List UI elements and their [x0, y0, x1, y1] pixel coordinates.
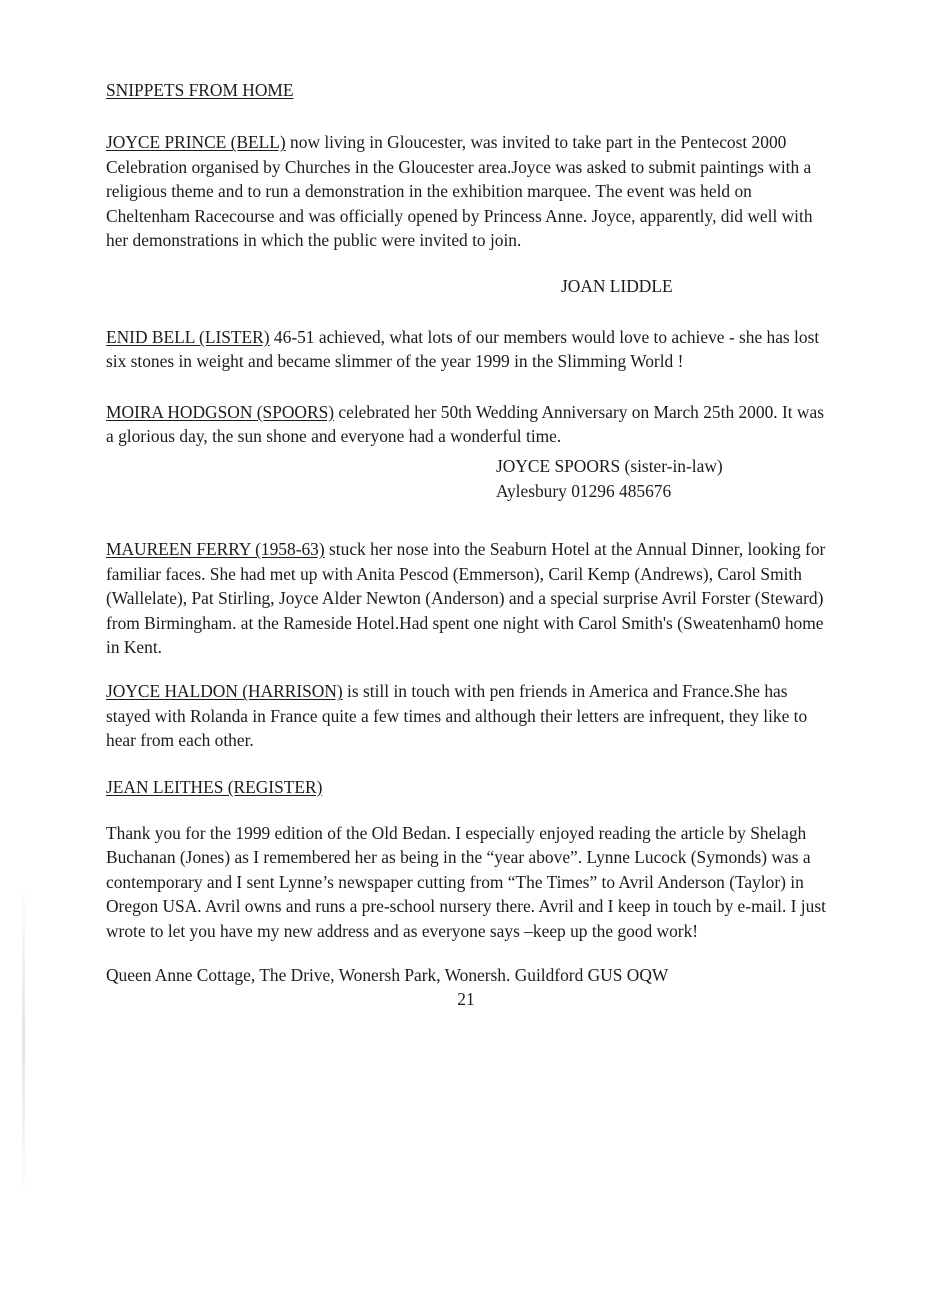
item-moira-hodgson: [106, 400, 826, 449]
signature-joyce-spoors: [106, 454, 826, 503]
section-heading: SNIPPETS FROM HOME: [106, 80, 294, 100]
page-number: 21: [457, 989, 475, 1010]
item-enid-bell: [106, 325, 826, 374]
signature-name: JOYCE SPOORS (sister-in-law): [496, 456, 723, 477]
item-jean-leithes-letter: Thank you for the 1999 edition of the Old Bedan. I especially enjoyed reading the article by Shelagh Buchanan (Jones) as I remembered her as being in the “year above”. Lynne Lucock (Symonds) was a contemporary and I sent Lynne’s newspaper cutting from “The Times” to Avril Anderson (Taylor) in Oregon USA. Avril owns and runs a pre-school nursery there. Avril and I keep in touch by e-mail. I just wrote to let you have my new address and as everyone says –keep up the good work!: [106, 822, 826, 941]
item-name: ENID BELL (LISTER): [106, 326, 270, 347]
item-name: JOYCE PRINCE (BELL): [106, 132, 286, 153]
item-text: celebrated her 50th Wedding Anniversary on March 25th 2000. It was a glorious day, the sun shone and everyone had a wonderful time.: [106, 401, 824, 447]
page-content: [106, 78, 826, 1012]
item-joyce-prince: [106, 130, 826, 252]
scan-shadow: [22, 880, 25, 1200]
item-text: 46-51 achieved, what lots of our members would love to achieve - she has lost six stones in weight and became slimmer of the year 1999 in the Slimming World !: [106, 326, 820, 372]
signature-joan-liddle: JOAN LIDDLE: [561, 276, 673, 297]
item-text: stuck her nose into the Seaburn Hotel at the Annual Dinner, looking for familiar faces. She had met up with Anita Pescod (Emmerson), Caril Kemp (Andrews), Carol Smith (Wallelate), Pat Stirling, Joyce Alder Newton (Anderson) and a special surprise Avril Forster (Steward) from Birmingham. at the Rameside Hotel.Had spent one night with Carol Smith's (Sweatenham0 home in Kent.: [106, 539, 826, 657]
item-text: is still in touch with pen friends in America and France.She has stayed with Rolanda in France quite a few times and although their letters are infrequent, they like to hear from each other.: [106, 681, 808, 751]
item-jean-leithes-heading: JEAN LEITHES (REGISTER): [106, 776, 323, 797]
signature-contact: Aylesbury 01296 485676: [496, 480, 672, 501]
item-text: now living in Gloucester, was invited to take part in the Pentecost 2000 Celebration organised by Churches in the Gloucester area.Joyce was asked to submit paintings with a religious theme and to run a demonstration in the exhibition marquee. The event was held on Cheltenham Racecourse and was officially opened by Princess Anne. Joyce, apparently, did well with her demonstrations in which the public were invited to join.: [106, 132, 813, 251]
address-line: Queen Anne Cottage, The Drive, Wonersh Park, Wonersh. Guildford GUS OQW: [106, 964, 669, 985]
item-joyce-haldon: [106, 679, 826, 752]
item-name: JOYCE HALDON (HARRISON): [106, 681, 343, 702]
item-name: MAUREEN FERRY (1958-63): [106, 539, 325, 560]
item-name: MOIRA HODGSON (SPOORS): [106, 401, 335, 422]
item-maureen-ferry: [106, 537, 826, 659]
